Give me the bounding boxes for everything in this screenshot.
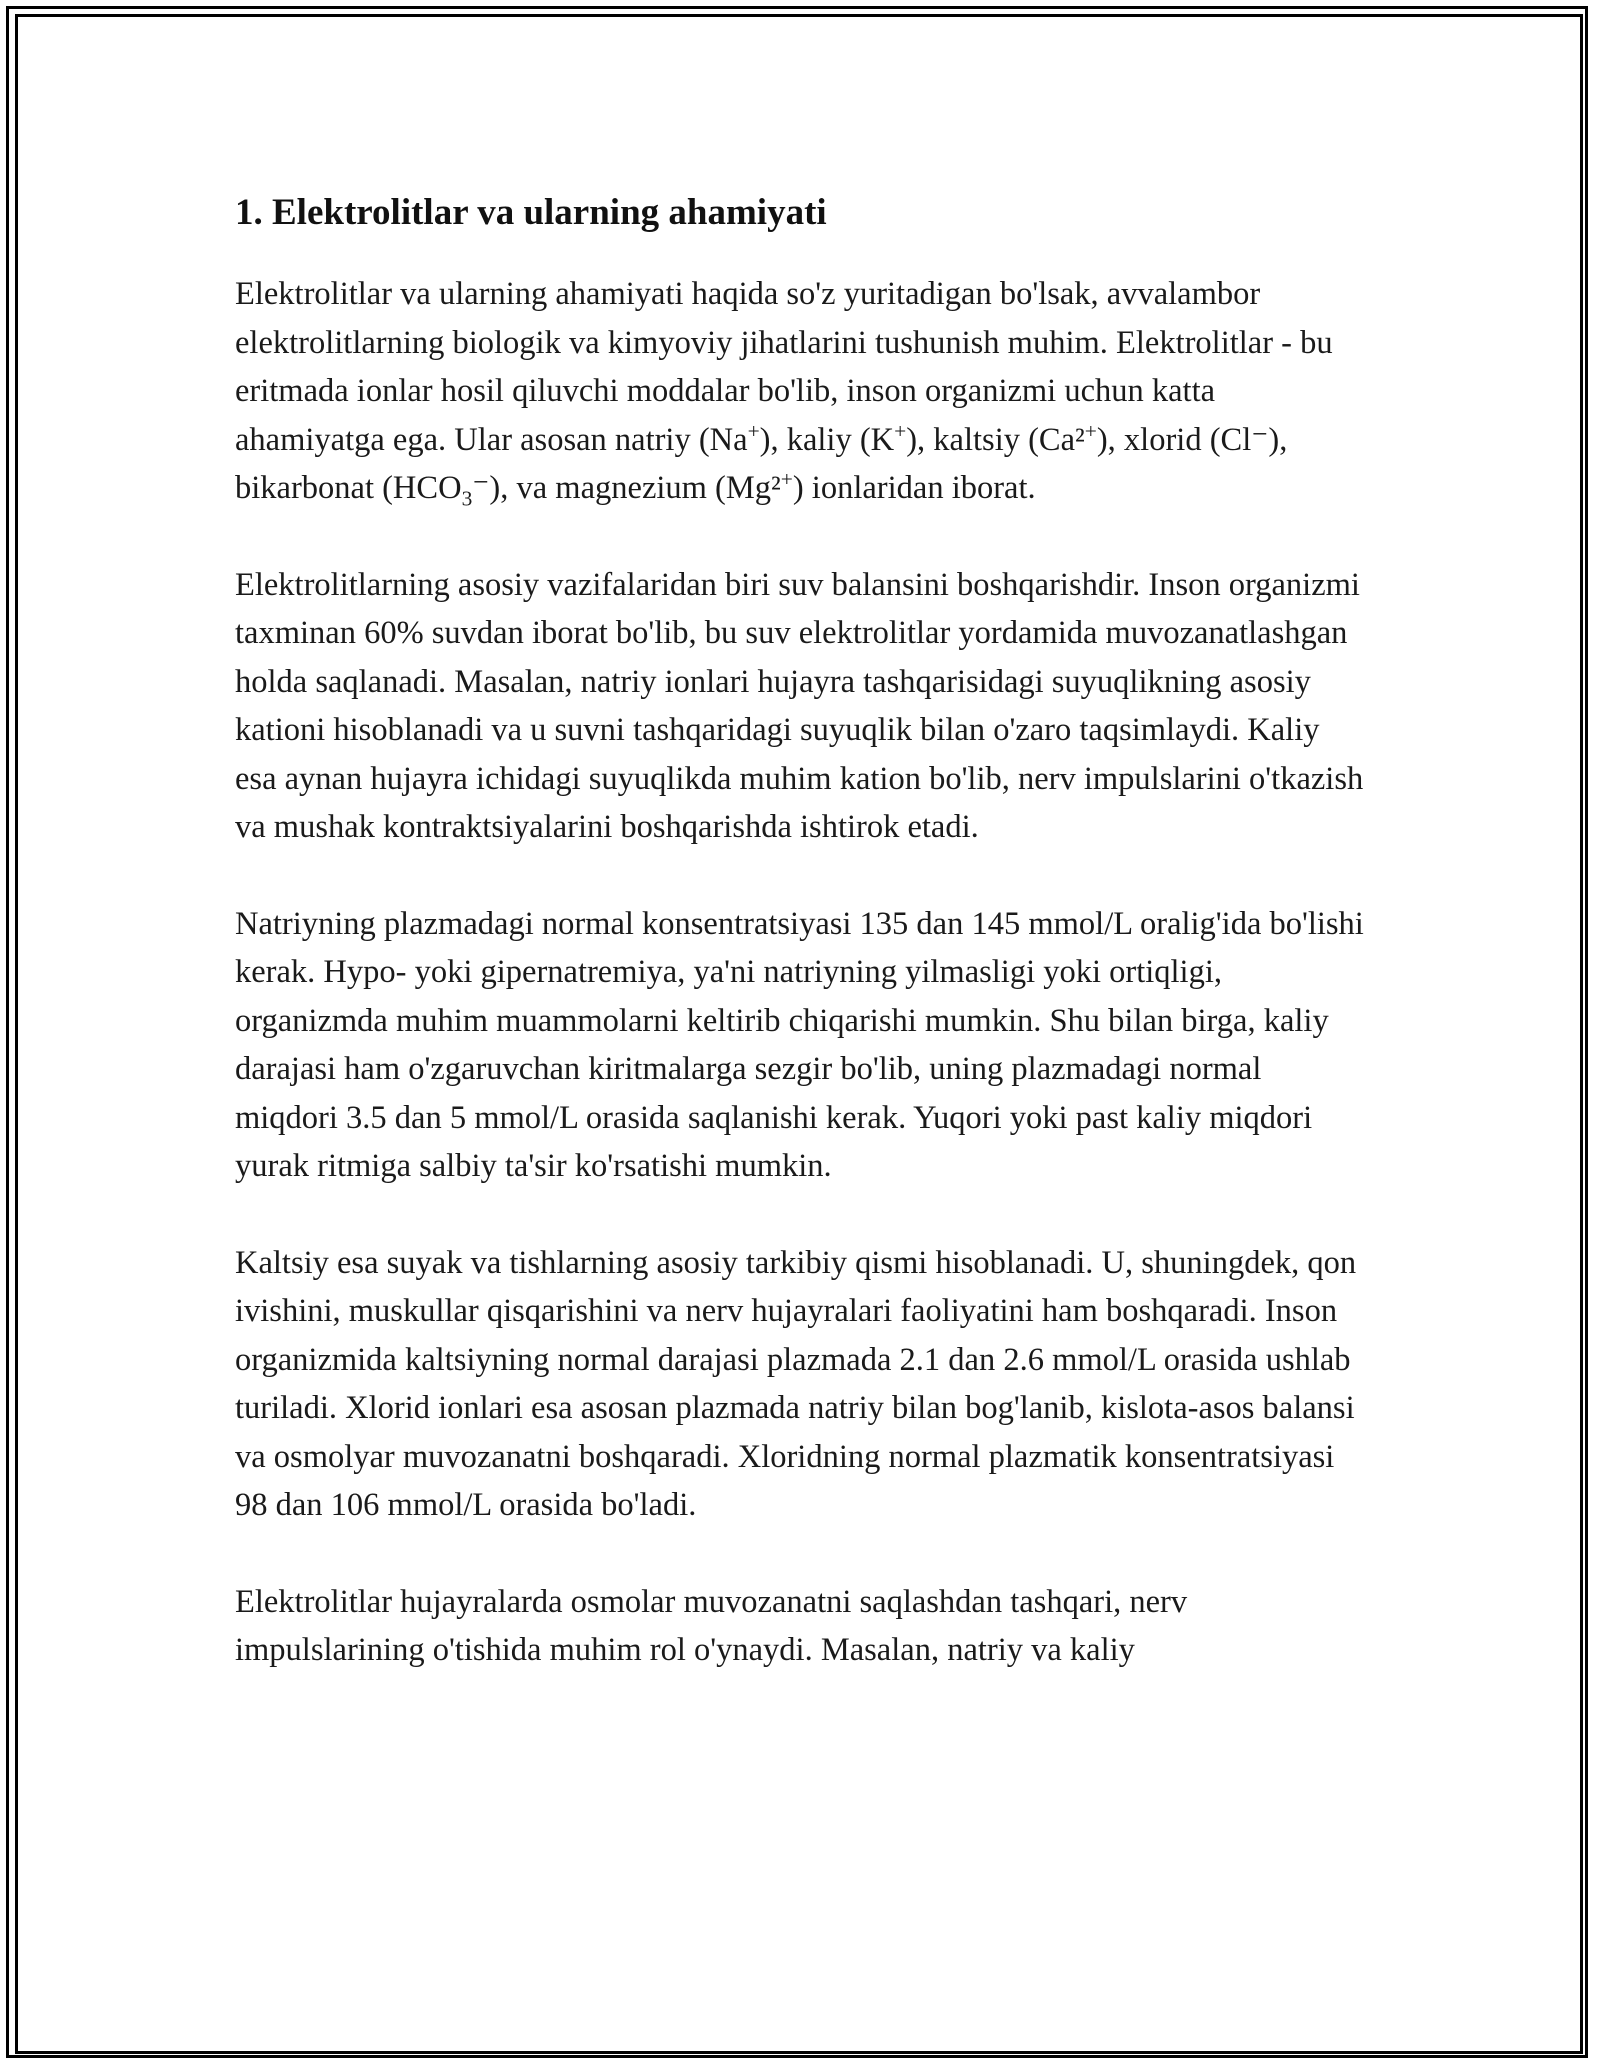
paragraph-sodium-potassium: Natriyning plazmadagi normal konsentratsiyasi 135 dan 145 mmol/L oralig'ida bo'lishi kerak. Hypo- yoki gipernatremiya, ya'ni natriyning yilmasligi yoki ortiqligi, organizmda muhim muammolarni keltirib chiqarishi mumkin. Shu bilan birga, kaliy darajasi ham o'zgaruvchan kiritmalarga sezgir bo'lib, uning plazmadagi normal miqdori 3.5 dan 5 mmol/L orasida saqlanishi kerak. Yuqori yoki past kaliy miqdori yurak ritmiga salbiy ta'sir ko'rsatishi mumkin. (235, 905, 1364, 1184)
potassium-charge: + (894, 418, 907, 443)
paragraph-intro-text-4: ), xlorid (Cl⁻), bikarbonat (HCO (235, 421, 1288, 506)
paragraph-nerve-impulses: Elektrolitlar hujayralarda osmolar muvozanatni saqlashdan tashqari, nerv impulslarining o'tishida muhim rol o'ynaydi. Masalan, natriy va kaliy (235, 1583, 1188, 1668)
paragraph-calcium-chloride: Kaltsiy esa suyak va tishlarning asosiy tarkibiy qismi hisoblanadi. U, shuningdek, qon ivishini, muskullar qisqarishini va nerv hujayralari faoliyatini ham boshqaradi. Inson organizmida kaltsiyning normal darajasi plazmada 2.1 dan 2.6 mmol/L orasida ushlab turiladi. Xlorid ionlari esa asosan plazmada natriy bilan bog'lanib, kislota-asos balansi va osmolyar muvozanatni boshqaradi. Xloridning normal plazmatik konsentratsiyasi 98 dan 106 mmol/L orasida bo'ladi. (235, 1244, 1357, 1523)
bicarbonate-subscript: 3 (461, 486, 473, 511)
document-body (235, 186, 1365, 1723)
paragraph-intro-text-1: Elektrolitlar va ularning ahamiyati haqida so'z yuritadigan bo'lsak, avvalambor elektrolitlarning biologik va kimyoviy jihatlarini tushunish muhim. Elektrolitlar - bu eritmada ionlar hosil qiluvchi moddalar bo'lib, inson organizmi uchun katta ahamiyatga ega. Ular asosan natriy (Na (235, 276, 1333, 458)
paragraph-intro-text-3: ), kaltsiy (Ca² (906, 421, 1085, 458)
paragraph-water-balance: Elektrolitlarning asosiy vazifalaridan biri suv balansini boshqarishdir. Inson organizmi taxminan 60% suvdan iborat bo'lib, bu suv elektrolitlar yordamida muvozanatlashgan holda saqlanadi. Masalan, natriy ionlari hujayra tashqarisidagi suyuqlikning asosiy kationi hisoblanadi va u suvni tashqaridagi suyuqlik bilan o'zaro taqsimlaydi. Kaliy esa aynan hujayra ichidagi suyuqlikda muhim kation bo'lib, nerv impulslarini o'tkazish va mushak kontraktsiyalarini boshqarishda ishtirok etadi. (235, 566, 1364, 845)
paragraph-intro-text-5: ⁻), va magnezium (Mg² (472, 470, 781, 506)
paragraph-intro-text-6: ) ionlaridan iborat. (792, 470, 1036, 506)
paragraph-intro (235, 270, 1365, 513)
sodium-charge: + (747, 418, 760, 443)
paragraph-intro-text-2: ), kaliy (K (759, 421, 895, 458)
section-heading: 1. Elektrolitlar va ularning ahamiyati (235, 192, 827, 233)
magnesium-charge: + (780, 467, 793, 492)
calcium-charge: + (1084, 418, 1097, 443)
